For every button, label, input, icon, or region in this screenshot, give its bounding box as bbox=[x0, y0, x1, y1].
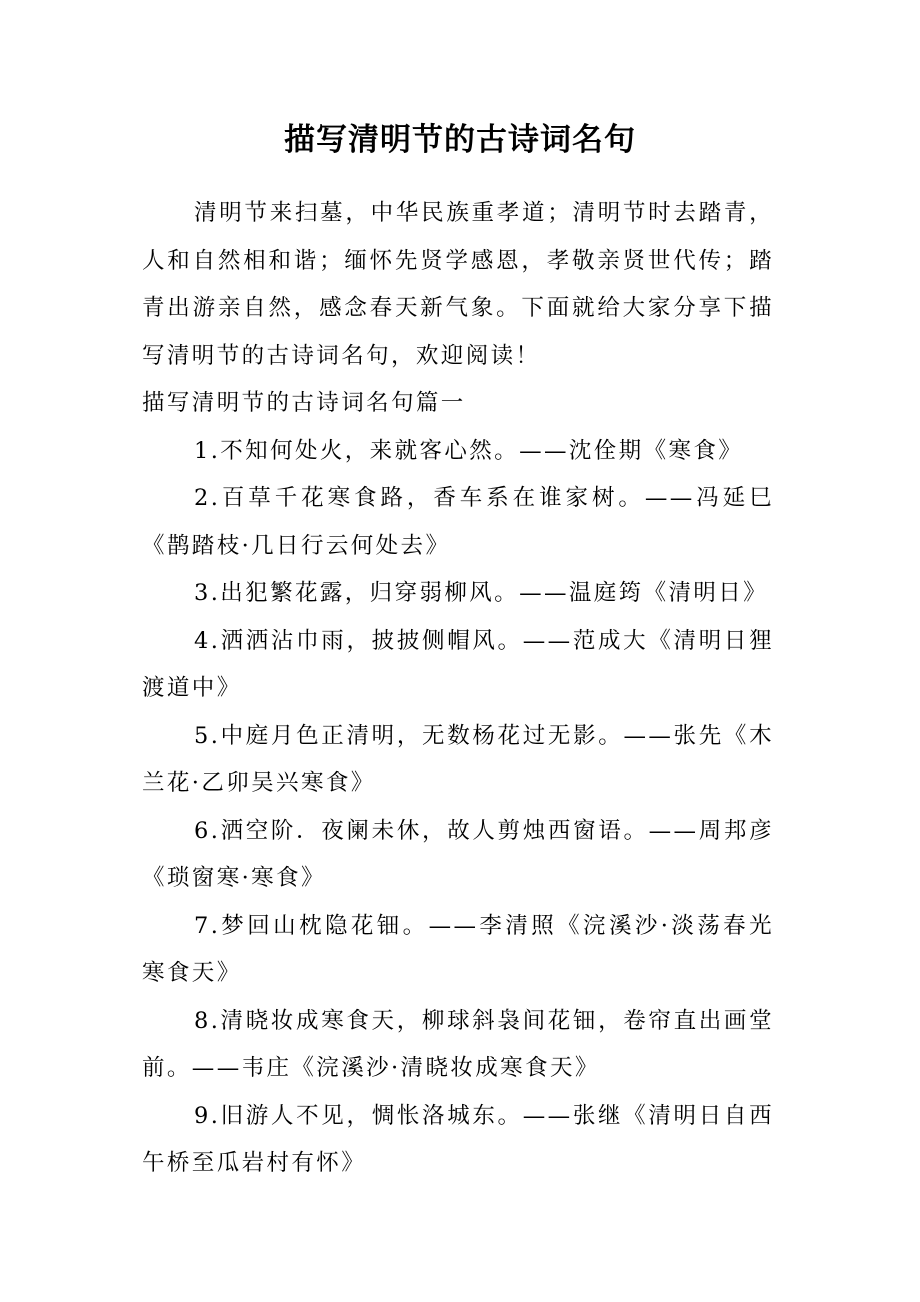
item-text: 中庭月色正清明，无数杨花过无影。——张先《木兰花·乙卯吴兴寒食》 bbox=[142, 722, 774, 796]
item-text: 洒空阶．夜阑未休，故人剪烛西窗语。——周邦彦《琐窗寒·寒食》 bbox=[142, 817, 774, 891]
item-number: 8. bbox=[194, 1007, 221, 1034]
list-item bbox=[142, 475, 774, 570]
item-number: 2. bbox=[194, 485, 221, 511]
item-number: 1. bbox=[194, 437, 221, 464]
item-text: 洒洒沾巾雨，披披侧帽风。——范成大《清明日狸渡道中》 bbox=[142, 627, 774, 701]
item-text: 梦回山枕隐花钿。——李清照《浣溪沙·淡荡春光寒食天》 bbox=[142, 912, 774, 986]
document-body bbox=[142, 190, 774, 1188]
list-item bbox=[142, 428, 774, 476]
item-number: 9. bbox=[194, 1102, 221, 1129]
item-text: 出犯繁花露，归穿弱柳风。——温庭筠《清明日》 bbox=[220, 580, 769, 606]
list-item bbox=[142, 1093, 774, 1188]
item-text: 不知何处火，来就客心然。——沈佺期《寒食》 bbox=[220, 437, 744, 464]
intro-paragraph: 清明节来扫墓，中华民族重孝道；清明节时去踏青，人和自然相和谐；缅怀先贤学感恩，孝敬亲贤世代传；踏青出游亲自然，感念春天新气象。下面就给大家分享下描写清明节的古诗词名句，欢迎阅读！ bbox=[142, 200, 774, 369]
item-text: 清晓妆成寒食天，柳球斜袅间花钿，卷帘直出画堂前。——韦庄《浣溪沙·清晓妆成寒食天》 bbox=[142, 1007, 774, 1081]
item-number: 5. bbox=[194, 722, 221, 749]
list-item bbox=[142, 570, 774, 618]
list-item bbox=[142, 618, 774, 713]
item-number: 6. bbox=[194, 817, 221, 844]
item-number: 3. bbox=[194, 580, 221, 606]
section-heading: 描写清明节的古诗词名句篇一 bbox=[142, 390, 466, 416]
list-item bbox=[142, 713, 774, 808]
list-item bbox=[142, 903, 774, 998]
list-item bbox=[142, 808, 774, 903]
item-number: 4. bbox=[194, 627, 221, 654]
list-item bbox=[142, 998, 774, 1093]
item-text: 百草千花寒食路，香车系在谁家树。——冯延巳《鹊踏枝·几日行云何处去》 bbox=[142, 485, 774, 559]
item-number: 7. bbox=[194, 912, 221, 939]
document-title: 描写清明节的古诗词名句 bbox=[284, 122, 636, 158]
item-text: 旧游人不见，惆怅洛城东。——张继《清明日自西午桥至瓜岩村有怀》 bbox=[142, 1102, 774, 1176]
